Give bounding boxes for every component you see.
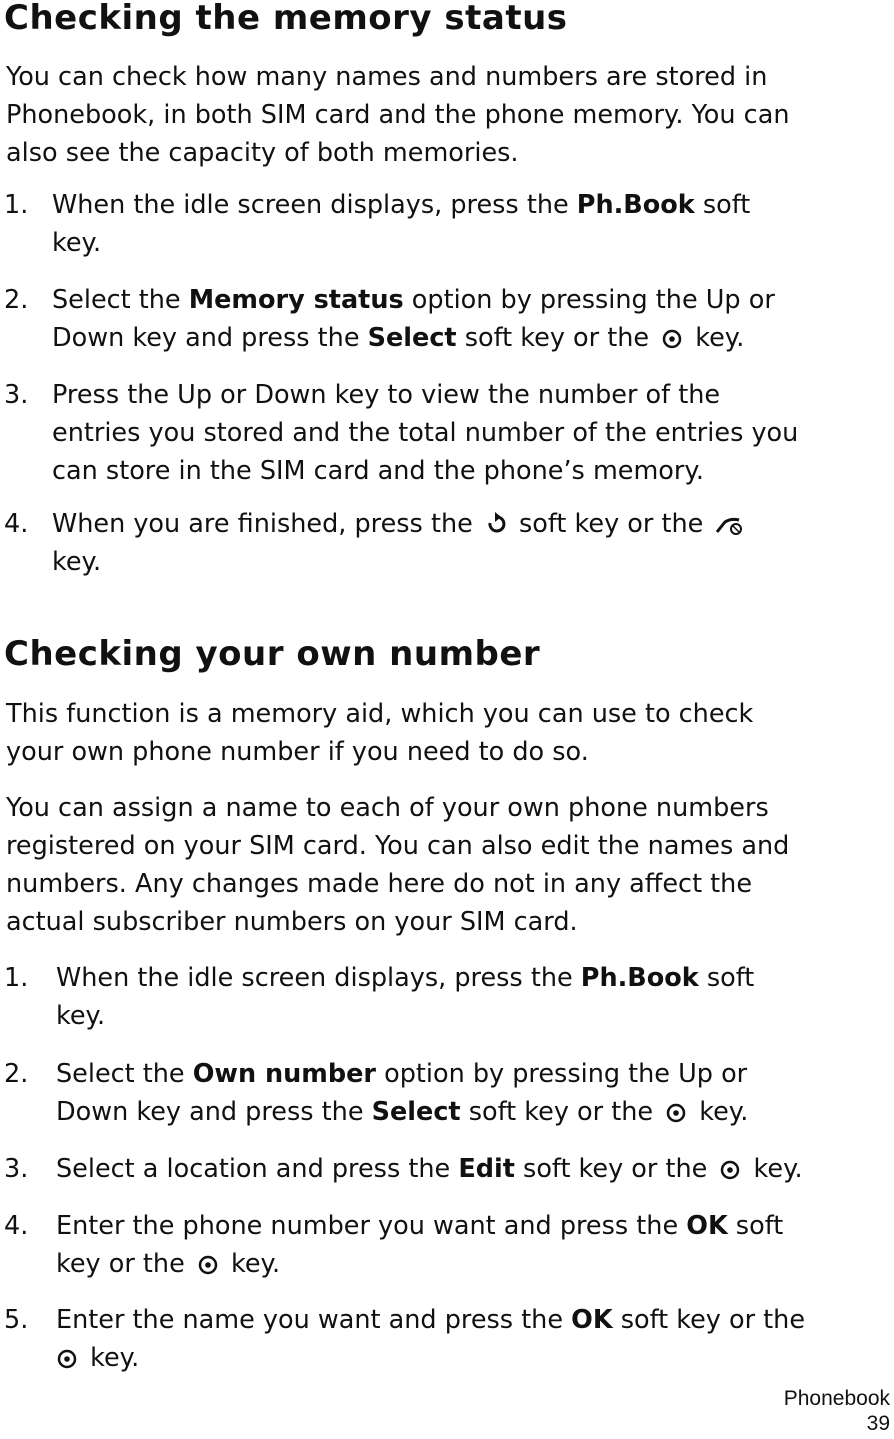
footer-section-name: Phonebook bbox=[783, 1387, 890, 1410]
intro-line: registered on your SIM card. You can also edit the names and bbox=[6, 831, 790, 861]
step-text: option by pressing the Up or bbox=[403, 285, 775, 315]
ok-key-icon bbox=[719, 1159, 741, 1181]
step-number: 4. bbox=[4, 1211, 29, 1241]
intro-line: This function is a memory aid, which you can use to check bbox=[6, 699, 754, 729]
step-number: 4. bbox=[4, 509, 29, 539]
section1-intro bbox=[6, 58, 890, 172]
intro-line: numbers. Any changes made here do not in any affect the bbox=[6, 869, 753, 899]
step-text: key. bbox=[82, 1343, 140, 1373]
step-3 bbox=[4, 376, 888, 490]
step-text: Enter the name you want and press the bbox=[56, 1305, 572, 1335]
intro-line: You can check how many names and numbers are stored in bbox=[6, 62, 768, 92]
step-text: key. bbox=[687, 323, 745, 353]
menu-option-label: Own number bbox=[192, 1059, 377, 1089]
intro-line: also see the capacity of both memories. bbox=[6, 138, 519, 168]
step-4 bbox=[4, 1207, 888, 1283]
step-4 bbox=[4, 505, 888, 581]
step-text: soft bbox=[727, 1211, 784, 1241]
step-text: soft bbox=[698, 963, 755, 993]
step-text: soft bbox=[694, 190, 751, 220]
menu-option-label: Memory status bbox=[188, 285, 404, 315]
back-arrow-icon bbox=[485, 512, 507, 538]
step-number: 3. bbox=[4, 1154, 29, 1184]
step-text: Select a location and press the bbox=[56, 1154, 459, 1184]
edit-key-label: Edit bbox=[458, 1154, 515, 1184]
step-text: entries you stored and the total number of the entries you bbox=[52, 418, 799, 448]
step-text: Down key and press the bbox=[56, 1097, 372, 1127]
ok-key-label: OK bbox=[571, 1305, 613, 1335]
ok-key-icon bbox=[56, 1348, 78, 1370]
step-text: key. bbox=[745, 1154, 803, 1184]
step-text: key. bbox=[52, 228, 102, 258]
ok-key-icon bbox=[661, 328, 683, 350]
intro-line: actual subscriber numbers on your SIM card. bbox=[6, 907, 578, 937]
phbook-key-label: Ph.Book bbox=[580, 963, 699, 993]
page-number: 39 bbox=[866, 1412, 890, 1435]
select-key-label: Select bbox=[367, 323, 457, 353]
section2-intro-2 bbox=[6, 789, 890, 941]
step-text: option by pressing the Up or bbox=[376, 1059, 748, 1089]
intro-line: Phonebook, in both SIM card and the phone memory. You can bbox=[6, 100, 790, 130]
ok-key-icon bbox=[665, 1102, 687, 1124]
select-key-label: Select bbox=[371, 1097, 461, 1127]
step-text: Press the Up or Down key to view the number of the bbox=[52, 380, 721, 410]
page-footer bbox=[784, 1386, 890, 1436]
phbook-key-label: Ph.Book bbox=[576, 190, 695, 220]
step-text: Down key and press the bbox=[52, 323, 368, 353]
step-text: Enter the phone number you want and press the bbox=[56, 1211, 687, 1241]
step-text: When you are finished, press the bbox=[52, 509, 481, 539]
ok-key-icon bbox=[197, 1254, 219, 1276]
step-text: key. bbox=[691, 1097, 749, 1127]
step-text: soft key or the bbox=[514, 1154, 716, 1184]
section-title-own-number: Checking your own number bbox=[4, 634, 541, 674]
step-text: soft key or the bbox=[612, 1305, 806, 1335]
step-text: soft key or the bbox=[460, 1097, 662, 1127]
step-5 bbox=[4, 1301, 888, 1377]
section-title-memory-status: Checking the memory status bbox=[4, 0, 568, 38]
step-text: key. bbox=[56, 1001, 106, 1031]
end-call-icon bbox=[715, 514, 745, 536]
step-number: 1. bbox=[4, 963, 29, 993]
step-number: 2. bbox=[4, 285, 29, 315]
step-text: key. bbox=[222, 1249, 281, 1279]
step-text: Select the bbox=[52, 285, 189, 315]
ok-key-label: OK bbox=[686, 1211, 728, 1241]
intro-line: your own phone number if you need to do so. bbox=[6, 737, 589, 767]
step-text: soft key or the bbox=[510, 509, 712, 539]
step-text: can store in the SIM card and the phone’s memory. bbox=[52, 456, 704, 486]
step-1 bbox=[4, 186, 888, 262]
step-text: When the idle screen displays, press the bbox=[52, 190, 577, 220]
step-text: key or the bbox=[56, 1249, 193, 1279]
section2-intro-1 bbox=[6, 695, 890, 771]
step-text: key. bbox=[52, 547, 102, 577]
step-2 bbox=[4, 1055, 888, 1131]
step-text: soft key or the bbox=[456, 323, 658, 353]
step-1 bbox=[4, 959, 888, 1035]
intro-line: You can assign a name to each of your own phone numbers bbox=[6, 793, 769, 823]
step-text: When the idle screen displays, press the bbox=[56, 963, 581, 993]
step-number: 2. bbox=[4, 1059, 29, 1089]
step-number: 1. bbox=[4, 190, 29, 220]
step-number: 5. bbox=[4, 1305, 29, 1335]
step-text: Select the bbox=[56, 1059, 193, 1089]
step-number: 3. bbox=[4, 380, 29, 410]
step-2 bbox=[4, 281, 888, 357]
step-3 bbox=[4, 1150, 888, 1188]
